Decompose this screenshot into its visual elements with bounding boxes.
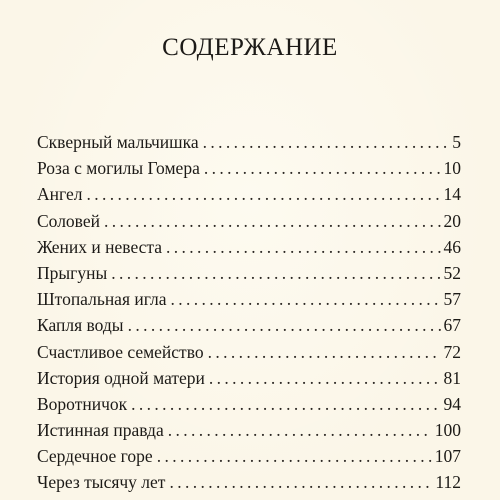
dot-leader — [157, 443, 432, 469]
toc-entry — [37, 365, 461, 391]
toc-entry-title: Ангел — [37, 184, 83, 205]
toc-entry — [37, 155, 461, 181]
toc-page-number: 67 — [443, 315, 461, 336]
dot-leader — [111, 260, 440, 286]
dot-leader — [208, 339, 441, 365]
toc-entry-title: Роза с могилы Гомера — [37, 158, 200, 179]
toc-page-number: 10 — [443, 158, 461, 179]
toc-entry-title: Воротничок — [37, 393, 128, 414]
toc-entry-title: Сердечное горе — [37, 446, 153, 467]
toc-entry-title: Счастливое семейство — [37, 341, 204, 362]
toc-entry-title: Штопальная игла — [37, 289, 167, 310]
toc-page-number: 100 — [434, 420, 461, 441]
dot-leader — [203, 129, 450, 155]
dot-leader — [86, 181, 440, 207]
toc-entry — [37, 181, 461, 207]
toc-entry — [37, 234, 461, 260]
toc-entry — [37, 286, 461, 312]
toc-entry — [37, 391, 461, 417]
toc-entry-title: Истинная правда — [37, 420, 164, 441]
dot-leader — [131, 391, 440, 417]
toc-entry-title: Прыгуны — [37, 262, 108, 283]
page-title: СОДЕРЖАНИЕ — [162, 34, 338, 61]
toc-entry — [37, 417, 461, 443]
toc-page-number: 81 — [443, 367, 461, 388]
toc-page-number: 112 — [435, 472, 461, 493]
toc-page-number: 57 — [443, 289, 461, 310]
toc-entry — [37, 339, 461, 365]
toc-entry — [37, 129, 461, 155]
toc-entry-title: Скверный мальчишка — [37, 132, 199, 152]
toc-entry-title: Соловей — [37, 210, 100, 231]
toc-page-number: 52 — [443, 262, 461, 283]
toc-entry — [37, 469, 461, 495]
dot-leader — [166, 234, 440, 260]
toc-page-number: 5 — [452, 132, 461, 152]
toc-page-number: 94 — [443, 393, 461, 414]
toc-entry — [37, 312, 461, 338]
dot-leader — [128, 312, 441, 338]
toc-entry-title: Капля воды — [37, 315, 124, 336]
toc-entry — [37, 443, 461, 469]
toc-page-number: 46 — [443, 236, 461, 257]
toc-page-number: 20 — [443, 210, 461, 231]
toc-page-number: 72 — [443, 341, 461, 362]
toc-entry-title: История одной матери — [37, 367, 205, 388]
dot-leader — [209, 365, 441, 391]
toc-page-number: 107 — [434, 446, 461, 467]
table-of-contents — [37, 129, 461, 496]
dot-leader — [169, 469, 432, 495]
dot-leader — [171, 286, 441, 312]
toc-entry-title: Через тысячу лет — [37, 472, 166, 493]
toc-page-number: 14 — [443, 184, 461, 205]
dot-leader — [204, 155, 441, 181]
dot-leader — [168, 417, 432, 443]
toc-entry-title: Жених и невеста — [37, 236, 163, 257]
toc-entry — [37, 260, 461, 286]
toc-entry — [37, 208, 461, 234]
dot-leader — [104, 208, 441, 234]
